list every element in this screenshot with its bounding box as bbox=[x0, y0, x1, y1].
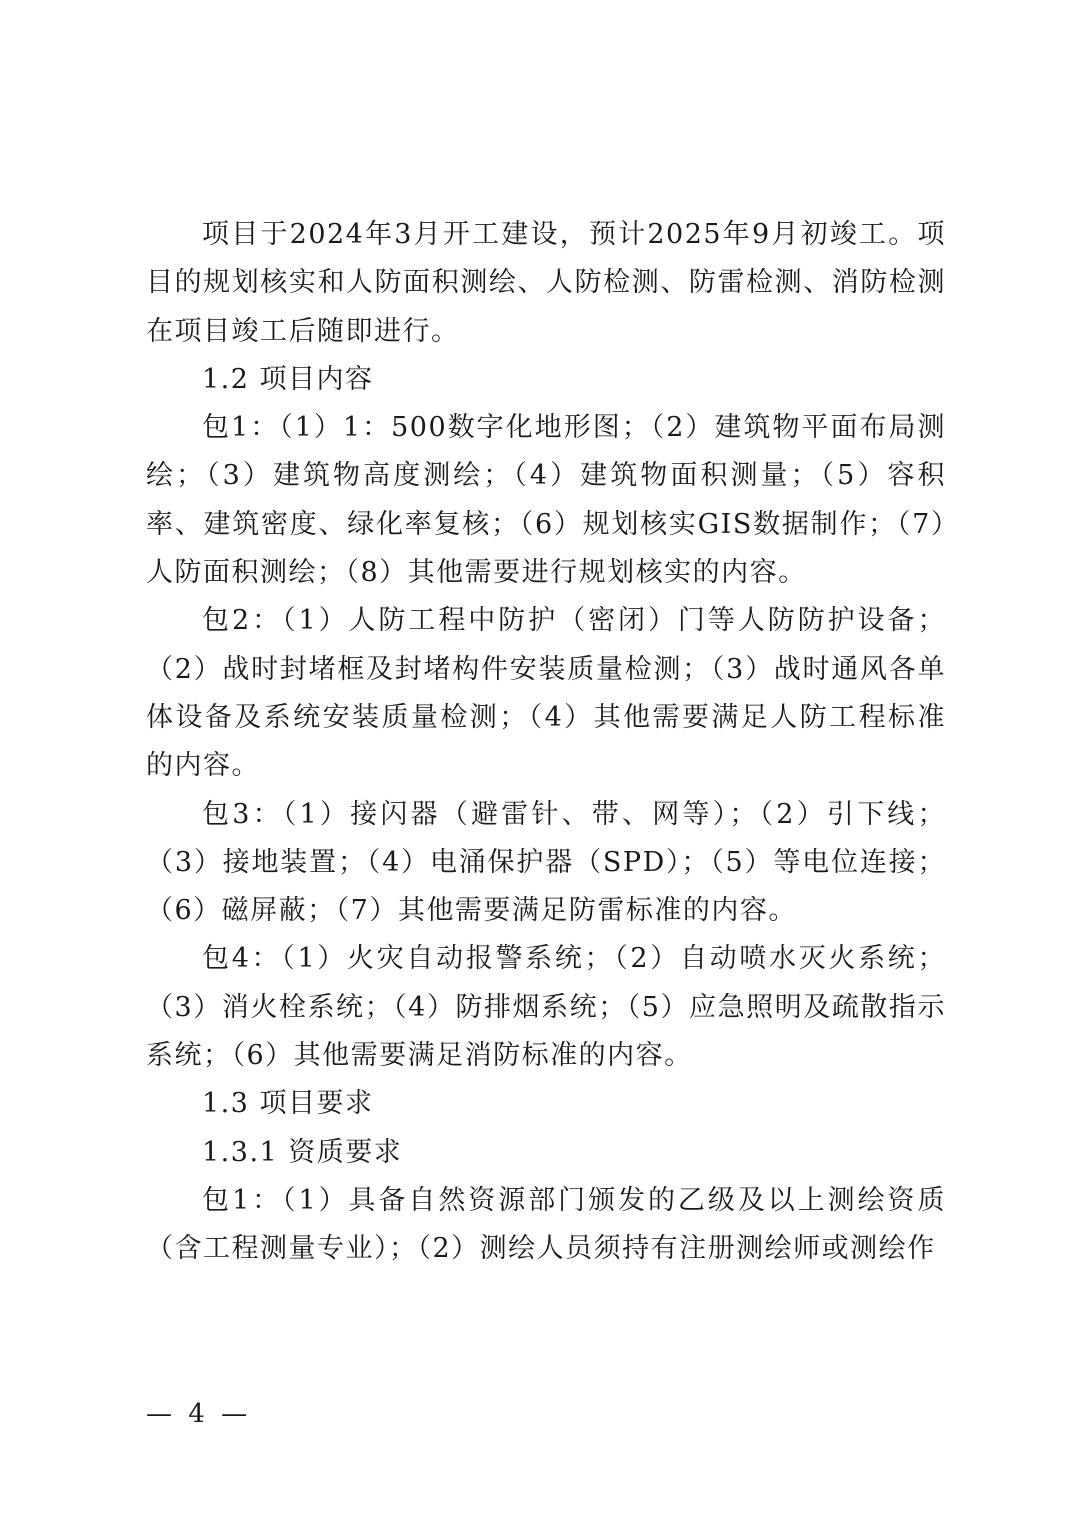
paragraph-package-2: 包2：（1）人防工程中防护（密闭）门等人防防护设备；（2）战时封堵框及封堵构件安装质量检测；（3）战时通风各单体设备及系统安装质量检测；（4）其他需要满足人防工程标准的内容。 bbox=[146, 605, 946, 782]
section-heading-project-requirements: 1.3 项目要求 bbox=[202, 1088, 374, 1120]
paragraph-package-4: 包4：（1）火灾自动报警系统；（2）自动喷水灭火系统；（3）消火栓系统；（4）防排烟系统；（5）应急照明及疏散指示系统；（6）其他需要满足消防标准的内容。 bbox=[146, 943, 946, 1072]
document-body bbox=[146, 211, 946, 1274]
subsection-heading-qualification: 1.3.1 资质要求 bbox=[202, 1136, 403, 1168]
paragraph-package-1: 包1：（1）1：500数字化地形图；（2）建筑物平面布局测绘；（3）建筑物高度测绘；（4）建筑物面积测量；（5）容积率、建筑密度、绿化率复核；（6）规划核实GIS数据制作；（7）人防面积测绘；（8）其他需要进行规划核实的内容。 bbox=[146, 412, 946, 589]
paragraph-project-schedule: 项目于2024年3月开工建设，预计2025年9月初竣工。项目的规划核实和人防面积测绘、人防检测、防雷检测、消防检测在项目竣工后随即进行。 bbox=[146, 219, 946, 347]
paragraph-package-3: 包3：（1）接闪器（避雷针、带、网等）；（2）引下线；（3）接地装置；（4）电涌保护器（SPD）；（5）等电位连接；（6）磁屏蔽；（7）其他需要满足防雷标准的内容。 bbox=[146, 798, 946, 927]
paragraph-qualification-package-1: 包1：（1）具备自然资源部门颁发的乙级及以上测绘资质（含工程测量专业）；（2）测绘人员须持有注册测绘师或测绘作 bbox=[146, 1184, 946, 1265]
section-heading-project-content: 1.2 项目内容 bbox=[202, 363, 374, 395]
page-number: — 4 — bbox=[146, 1399, 252, 1429]
